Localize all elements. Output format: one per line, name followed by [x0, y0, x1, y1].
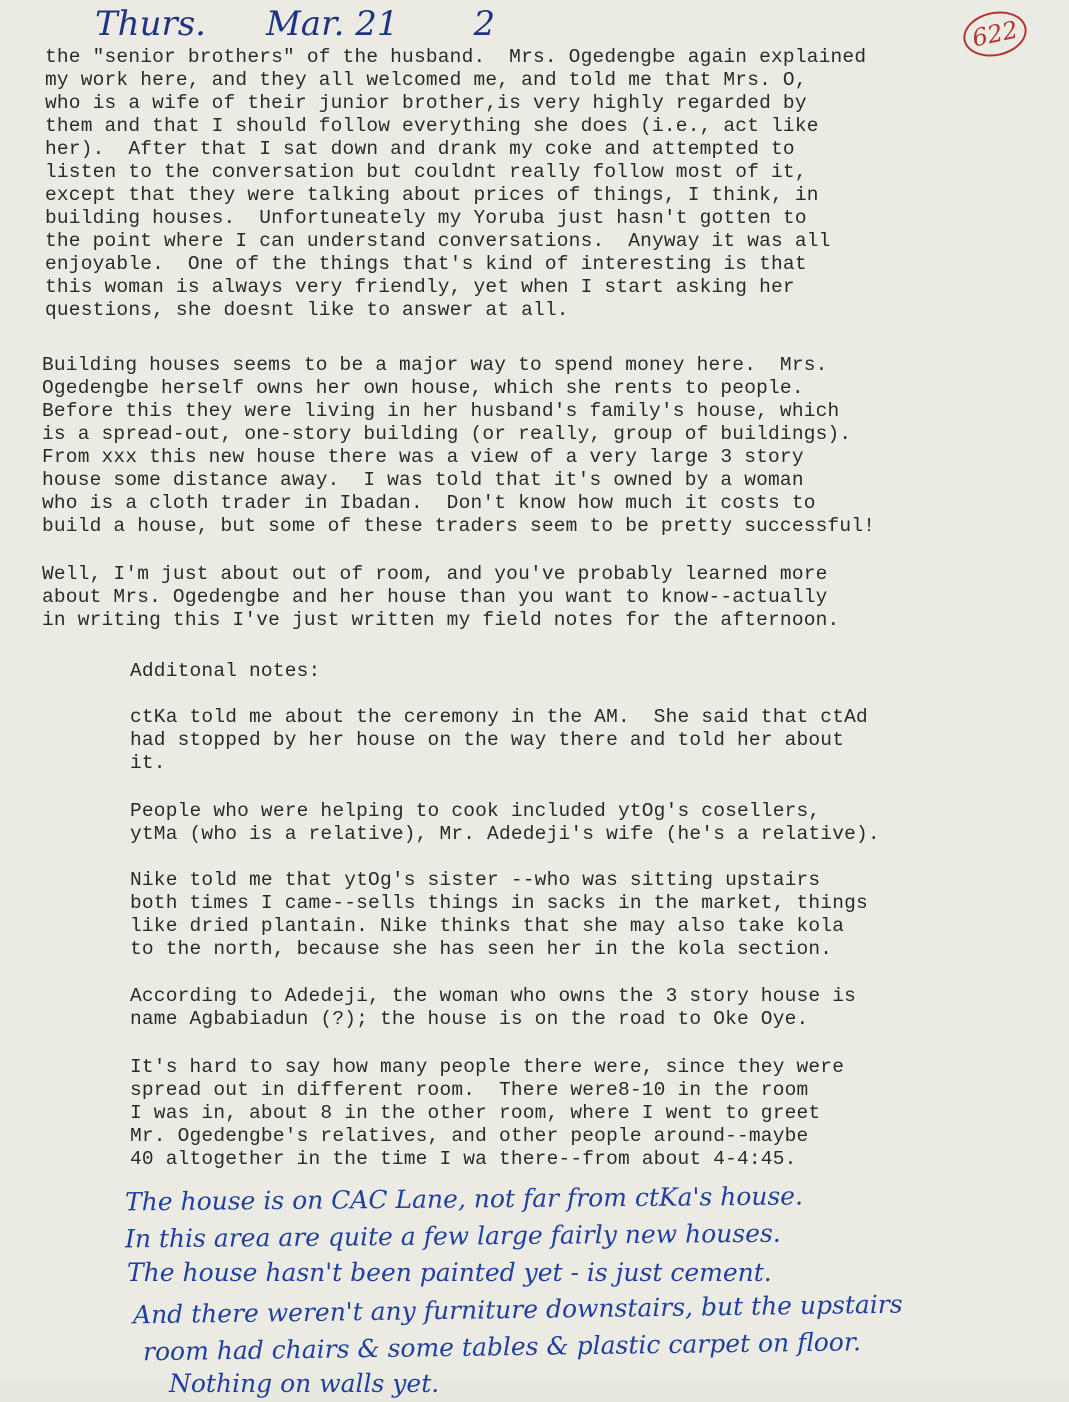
handwritten-date-header [95, 4, 495, 44]
text-line: my work here, and they all welcomed me, and told me that Mrs. O, [45, 69, 807, 91]
paragraph-1 [45, 46, 866, 322]
text-line: It's hard to say how many people there were, since they were [130, 1056, 845, 1078]
text-line: ctKa told me about the ceremony in the AM. She said that ctAd [130, 706, 868, 728]
text-line: name Agbabiadun (?); the house is on the road to Oke Oye. [130, 1008, 809, 1030]
page-marker: 2 [473, 4, 496, 44]
text-line: And there weren't any furniture downstairs, but the upstairs [132, 1289, 903, 1330]
text-line: building houses. Unfortuneately my Yoruba just hasn't gotten to [45, 207, 807, 229]
text-line: According to Adedeji, the woman who owns the 3 story house is [130, 985, 857, 1007]
text-line: the point where I can understand conversations. Anyway it was all [45, 230, 831, 252]
text-line: Well, I'm just about out of room, and you've probably learned more [42, 563, 828, 585]
text-line: listen to the conversation but couldnt really follow most of it, [45, 161, 807, 183]
text-line: From xxx this new house there was a view of a very large 3 story [42, 446, 804, 468]
text-line: enjoyable. One of the things that's kind of interesting is that [45, 253, 807, 275]
text-line: Building houses seems to be a major way to spend money here. Mrs. [42, 354, 828, 376]
paragraph-3 [42, 563, 839, 632]
text-line: I was in, about 8 in the other room, where I went to greet [130, 1102, 821, 1124]
text-line: In this area are quite a few large fairly new houses. [124, 1218, 781, 1254]
circled-page-number: 622 [959, 6, 1031, 62]
notes-heading: Additonal notes: [130, 660, 321, 682]
text-line: it. [130, 752, 166, 774]
text-line: People who were helping to cook included ytOg's cosellers, [130, 800, 821, 822]
text-line: Ogedengbe herself owns her own house, which she rents to people. [42, 377, 804, 399]
text-line: like dried plantain. Nike thinks that she may also take kola [130, 915, 845, 937]
text-line: The house is on CAC Lane, not far from ctKa's house. [124, 1181, 804, 1217]
text-line: Before this they were living in her husband's family's house, which [42, 400, 840, 422]
text-line: The house hasn't been painted yet - is just cement. [127, 1258, 772, 1287]
text-line: house some distance away. I was told that it's owned by a woman [42, 469, 804, 491]
date-day: Thurs. [95, 4, 206, 44]
text-line: Nothing on walls yet. [169, 1369, 440, 1398]
note-1 [130, 706, 868, 775]
text-line: had stopped by her house on the way there and told her about [130, 729, 845, 751]
text-line: Nike told me that ytOg's sister --who was sitting upstairs [130, 869, 821, 891]
text-line: about Mrs. Ogedengbe and her house than you want to know--actually [42, 586, 828, 608]
text-line: in writing this I've just written my field notes for the afternoon. [42, 609, 840, 631]
handwritten-note [125, 1180, 903, 1402]
text-line: ytMa (who is a relative), Mr. Adedeji's wife (he's a relative). [130, 823, 880, 845]
text-line: is a spread-out, one-story building (or really, group of buildings). [42, 423, 852, 445]
note-4 [130, 985, 856, 1031]
text-line: them and that I should follow everything she does (i.e., act like [45, 115, 819, 137]
text-line: 40 altogether in the time I wa there--from about 4-4:45. [130, 1148, 797, 1170]
note-5 [130, 1056, 844, 1171]
text-line: this woman is always very friendly, yet when I start asking her [45, 276, 795, 298]
text-line: Mr. Ogedengbe's relatives, and other people around--maybe [130, 1125, 809, 1147]
text-line: except that they were talking about prices of things, I think, in [45, 184, 819, 206]
note-2 [130, 800, 880, 846]
text-line: the "senior brothers" of the husband. Mrs. Ogedengbe again explained [45, 46, 867, 68]
text-line: both times I came--sells things in sacks in the market, things [130, 892, 868, 914]
text-line: build a house, but some of these traders seem to be pretty successful! [42, 515, 876, 537]
paragraph-2 [42, 354, 875, 538]
text-line: spread out in different room. There were8-10 in the room [130, 1079, 809, 1101]
text-line: who is a cloth trader in Ibadan. Don't know how much it costs to [42, 492, 816, 514]
text-line: who is a wife of their junior brother,is very highly regarded by [45, 92, 807, 114]
note-3 [130, 869, 868, 961]
text-line: room had chairs & some tables & plastic carpet on floor. [142, 1327, 862, 1367]
text-line: questions, she doesnt like to answer at all. [45, 299, 569, 321]
text-line: her). After that I sat down and drank my coke and attempted to [45, 138, 795, 160]
date-month: Mar. 21 [265, 4, 399, 44]
text-line: to the north, because she has seen her in the kola section. [130, 938, 833, 960]
